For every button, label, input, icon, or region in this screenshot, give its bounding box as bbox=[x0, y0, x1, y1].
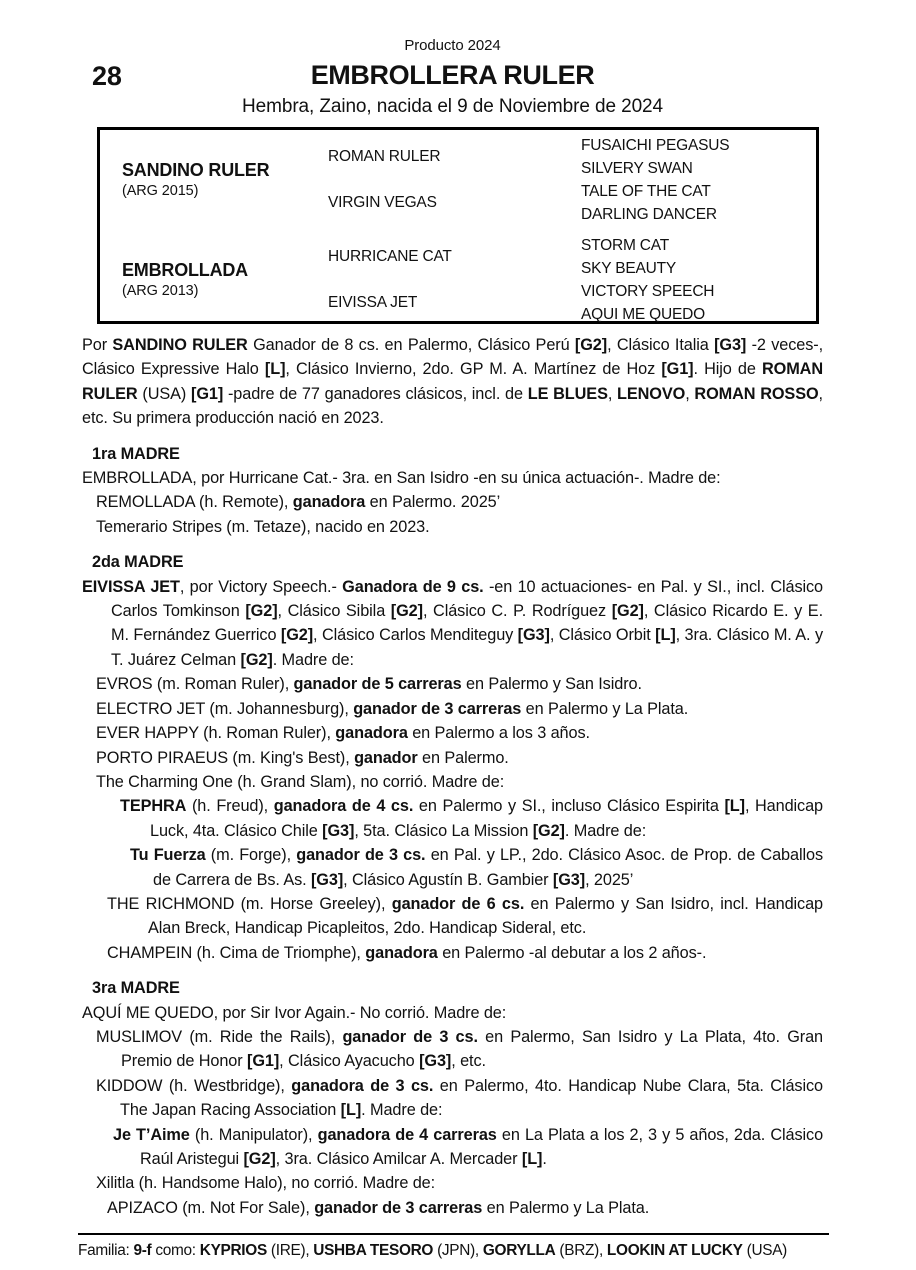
emphasis-text: [G2] bbox=[390, 602, 423, 621]
emphasis-text: [G3] bbox=[714, 336, 747, 354]
emphasis-text: ganador de 3 carreras bbox=[353, 699, 522, 718]
plain-text: The Charming One (h. Grand Slam), no corrió. Madre de: bbox=[96, 772, 505, 791]
emphasis-text: ROMAN ROSSO bbox=[694, 384, 819, 403]
pedigree-table bbox=[97, 127, 819, 324]
plain-text: (USA) bbox=[742, 1242, 788, 1260]
emphasis-text: [G2] bbox=[240, 650, 273, 669]
emphasis-text: [L] bbox=[521, 1150, 543, 1168]
plain-text: . bbox=[542, 1150, 547, 1168]
dam-cell bbox=[100, 230, 328, 330]
grandparents-column bbox=[581, 234, 816, 280]
product-year: Producto 2024 bbox=[404, 37, 501, 54]
emphasis-text: ganador de 3 cs. bbox=[296, 846, 426, 865]
parents-column bbox=[328, 230, 816, 330]
plain-text: -en 10 actuaciones- en Pal. y SI., incl. Clásico Carlos Tomkinson bbox=[111, 577, 824, 621]
emphasis-text: [G1] bbox=[247, 1052, 280, 1071]
ancestor-name: SANDINO RULER bbox=[122, 160, 270, 180]
plain-text: (m. Forge), bbox=[205, 846, 297, 865]
plain-text: Por bbox=[82, 336, 113, 354]
plain-text: (BRZ), bbox=[555, 1242, 607, 1260]
emphasis-text: [G3] bbox=[322, 821, 355, 840]
emphasis-text: ganador de 5 carreras bbox=[293, 675, 462, 694]
section-heading bbox=[92, 442, 823, 466]
emphasis-text: [G1] bbox=[661, 360, 694, 379]
plain-text: en La Plata a los 2, 3 y 5 años, 2da. Clásico Raúl Aristegui bbox=[140, 1125, 824, 1168]
emphasis-text: ganadora bbox=[365, 943, 438, 962]
emphasis-text: [G2] bbox=[611, 602, 644, 621]
plain-text: , Clásico Orbit bbox=[549, 626, 656, 645]
emphasis-text: [G2] bbox=[243, 1150, 276, 1168]
title-row bbox=[82, 58, 823, 94]
plain-text: Ganador de 8 cs. en Palermo, Clásico Perú bbox=[247, 336, 575, 354]
plain-text: . Hijo de bbox=[693, 360, 762, 379]
parent-name: EIVISSA JET bbox=[328, 294, 418, 311]
emphasis-text: [G1] bbox=[191, 384, 224, 403]
plain-text: APIZACO (m. Not For Sale), bbox=[107, 1198, 315, 1217]
ancestor-origin: (ARG 2015) bbox=[122, 183, 199, 199]
emphasis-text: [G3] bbox=[517, 626, 550, 645]
emphasis-text: [G3] bbox=[310, 870, 344, 889]
plain-text: Familia: bbox=[78, 1242, 134, 1260]
parent-row bbox=[328, 134, 816, 180]
plain-text: en Palermo a los 3 años. bbox=[407, 724, 590, 743]
emphasis-text: LENOVO bbox=[617, 384, 686, 403]
plain-text: en Palermo y San Isidro, incl. Handicap Alan Breck, Handicap Picapleitos, 2do. Handicap Sideral, etc. bbox=[148, 894, 824, 938]
grandparent-name: SILVERY SWAN bbox=[581, 160, 693, 177]
emphasis-text: ganadora de 4 cs. bbox=[273, 797, 414, 816]
plain-text: Xilitla (h. Handsome Halo), no corrió. Madre de: bbox=[96, 1174, 436, 1193]
note-paragraph bbox=[82, 941, 823, 965]
plain-text: KIDDOW (h. Westbridge), bbox=[96, 1076, 292, 1095]
emphasis-text: 9-f bbox=[133, 1242, 152, 1260]
emphasis-text: 3ra MADRE bbox=[92, 979, 180, 998]
page-title: EMBROLLERA RULER bbox=[310, 60, 595, 90]
grandparent-name: TALE OF THE CAT bbox=[581, 183, 711, 200]
pedigree-notes bbox=[82, 333, 823, 1220]
parent-row bbox=[328, 234, 816, 280]
emphasis-text: Je T’Aime bbox=[113, 1125, 190, 1144]
plain-text: , Handicap Luck, 4ta. Clásico Chile bbox=[150, 797, 824, 840]
plain-text: como: bbox=[151, 1242, 200, 1260]
note-paragraph bbox=[82, 1196, 823, 1220]
note-paragraph bbox=[82, 333, 823, 431]
plain-text: REMOLLADA (h. Remote), bbox=[96, 493, 293, 512]
plain-text: THE RICHMOND (m. Horse Greeley), bbox=[107, 894, 392, 913]
sire-row bbox=[100, 130, 816, 230]
plain-text: , Clásico Italia bbox=[607, 336, 715, 354]
emphasis-text: [L] bbox=[655, 626, 676, 645]
emphasis-text: ganador bbox=[354, 748, 418, 767]
plain-text: , 2025’ bbox=[585, 870, 634, 889]
plain-text: (h. Freud), bbox=[186, 797, 274, 816]
note-paragraph bbox=[82, 672, 823, 696]
parent-name: HURRICANE CAT bbox=[328, 248, 452, 265]
emphasis-text: TEPHRA bbox=[120, 797, 187, 816]
parent-row bbox=[328, 280, 816, 326]
plain-text: en Palermo y La Plata. bbox=[482, 1198, 650, 1217]
plain-text: -2 veces-, Clásico Expressive Halo bbox=[82, 336, 824, 379]
parents-column bbox=[328, 130, 816, 230]
section-heading bbox=[92, 550, 823, 574]
emphasis-text: GORYLLA bbox=[482, 1242, 556, 1260]
grandparent-name: STORM CAT bbox=[581, 237, 670, 254]
plain-text: , 3ra. Clásico M. A. y T. Juárez Celman bbox=[111, 626, 823, 669]
plain-text: . Madre de: bbox=[564, 821, 647, 840]
emphasis-text: [G2] bbox=[280, 626, 314, 645]
emphasis-text: [L] bbox=[264, 360, 286, 379]
note-paragraph bbox=[82, 1074, 823, 1123]
plain-text: AQUÍ ME QUEDO, por Sir Ivor Again.- No corrió. Madre de: bbox=[82, 1003, 507, 1022]
plain-text: , Clásico Invierno, 2do. GP M. A. Martínez de Hoz bbox=[285, 360, 662, 379]
plain-text: ELECTRO JET (m. Johannesburg), bbox=[96, 699, 354, 718]
grandparents-column bbox=[581, 134, 816, 180]
parent-name: ROMAN RULER bbox=[328, 148, 441, 165]
note-paragraph bbox=[82, 892, 823, 941]
emphasis-text: USHBA TESORO bbox=[313, 1242, 434, 1260]
grandparent-name: AQUI ME QUEDO bbox=[581, 306, 705, 323]
sire-cell bbox=[100, 130, 328, 230]
note-paragraph bbox=[82, 490, 823, 514]
plain-text: , etc. bbox=[451, 1052, 486, 1071]
emphasis-text: [G2] bbox=[574, 336, 608, 354]
emphasis-text: SANDINO RULER bbox=[112, 336, 248, 354]
parent-name: VIRGIN VEGAS bbox=[328, 194, 437, 211]
note-paragraph bbox=[82, 515, 823, 539]
ancestor-name: EMBROLLADA bbox=[122, 260, 248, 280]
emphasis-text: [G2] bbox=[532, 821, 565, 840]
plain-text: MUSLIMOV (m. Ride the Rails), bbox=[96, 1027, 343, 1046]
lot-number: 28 bbox=[92, 61, 122, 91]
note-paragraph bbox=[82, 843, 823, 892]
plain-text: en Palermo, 4to. Handicap Nube Clara, 5ta. Clásico The Japan Racing Association bbox=[120, 1076, 823, 1120]
dam-row bbox=[100, 230, 816, 330]
plain-text: . Madre de: bbox=[272, 650, 354, 669]
plain-text: EMBROLLADA, por Hurricane Cat.- 3ra. en San Isidro -en su única actuación-. Madre de: bbox=[82, 469, 721, 488]
emphasis-text: KYPRIOS bbox=[199, 1242, 267, 1260]
grandparents-column bbox=[581, 280, 816, 326]
emphasis-text: Tu Fuerza bbox=[130, 846, 206, 865]
grandparent-name: FUSAICHI PEGASUS bbox=[581, 137, 730, 154]
plain-text: en Palermo, San Isidro y La Plata, 4to. Gran Premio de Honor bbox=[121, 1027, 823, 1071]
emphasis-text: Ganadora de 9 cs. bbox=[342, 577, 484, 596]
emphasis-text: [G3] bbox=[419, 1052, 452, 1071]
emphasis-text: ganador de 3 carreras bbox=[314, 1198, 483, 1217]
plain-text: , 5ta. Clásico La Mission bbox=[354, 821, 533, 840]
plain-text: , Clásico Carlos Menditeguy bbox=[313, 626, 518, 645]
plain-text: , bbox=[685, 384, 695, 403]
note-paragraph bbox=[82, 1025, 823, 1074]
grandparent-name: VICTORY SPEECH bbox=[581, 283, 715, 300]
ancestor-origin: (ARG 2013) bbox=[122, 283, 199, 299]
emphasis-text: ganadora bbox=[335, 724, 408, 743]
section-heading bbox=[92, 976, 823, 1000]
plain-text: -padre de 77 ganadores clásicos, incl. de bbox=[223, 384, 528, 403]
emphasis-text: ganadora bbox=[292, 493, 366, 512]
emphasis-text: ROMAN RULER bbox=[82, 360, 823, 403]
plain-text: en Palermo -al debutar a los 2 años-. bbox=[437, 943, 707, 962]
plain-text: , Clásico Sibila bbox=[277, 602, 391, 621]
emphasis-text: [G3] bbox=[552, 870, 586, 889]
plain-text: en Pal. y LP., 2do. Clásico Asoc. de Prop. de Caballos de Carrera de Bs. As. bbox=[153, 846, 823, 889]
emphasis-text: ganador de 6 cs. bbox=[391, 894, 525, 913]
parent-row bbox=[328, 180, 816, 226]
plain-text: en Palermo. bbox=[417, 748, 509, 767]
plain-text: , por Victory Speech.- bbox=[179, 577, 343, 596]
plain-text: , Clásico Agustín B. Gambier bbox=[343, 870, 553, 889]
plain-text: en Palermo y La Plata. bbox=[521, 699, 689, 718]
emphasis-text: ganador de 3 cs. bbox=[342, 1027, 478, 1046]
note-paragraph bbox=[82, 794, 823, 843]
plain-text: en Palermo y SI., incluso Clásico Espirita bbox=[413, 797, 725, 816]
emphasis-text: LOOKIN AT LUCKY bbox=[606, 1242, 743, 1260]
note-paragraph bbox=[82, 746, 823, 770]
emphasis-text: 2da MADRE bbox=[92, 553, 184, 572]
note-paragraph bbox=[82, 575, 823, 673]
plain-text: CHAMPEIN (h. Cima de Triomphe), bbox=[107, 943, 366, 962]
emphasis-text: LE BLUES bbox=[527, 384, 608, 403]
plain-text: . Madre de: bbox=[361, 1101, 443, 1120]
plain-text: , bbox=[607, 384, 618, 403]
plain-text: Temerario Stripes (m. Tetaze), nacido en 2023. bbox=[96, 517, 430, 536]
plain-text: (JPN), bbox=[433, 1242, 483, 1260]
note-paragraph bbox=[82, 1123, 823, 1172]
grandparents-column bbox=[581, 180, 816, 226]
plain-text: en Palermo. 2025’ bbox=[365, 493, 501, 512]
plain-text: en Palermo y San Isidro. bbox=[461, 675, 642, 694]
birth-details: Hembra, Zaino, nacida el 9 de Noviembre de 2024 bbox=[242, 96, 663, 117]
plain-text: (USA) bbox=[137, 384, 191, 403]
plain-text: , Clásico C. P. Rodríguez bbox=[422, 602, 612, 621]
plain-text: (h. Manipulator), bbox=[189, 1125, 318, 1144]
note-paragraph bbox=[82, 697, 823, 721]
emphasis-text: [L] bbox=[724, 797, 745, 816]
emphasis-text: EIVISSA JET bbox=[82, 577, 180, 596]
plain-text: , 3ra. Clásico Amilcar A. Mercader bbox=[275, 1150, 522, 1168]
family-line bbox=[78, 1233, 829, 1260]
grandparent-name: DARLING DANCER bbox=[581, 206, 717, 223]
plain-text: PORTO PIRAEUS (m. King's Best), bbox=[96, 748, 355, 767]
emphasis-text: ganadora de 3 cs. bbox=[291, 1076, 434, 1095]
plain-text: EVER HAPPY (h. Roman Ruler), bbox=[96, 724, 336, 743]
plain-text: EVROS (m. Roman Ruler), bbox=[96, 675, 294, 694]
plain-text: , Clásico Ayacucho bbox=[279, 1052, 420, 1071]
grandparent-name: SKY BEAUTY bbox=[581, 260, 677, 277]
note-paragraph bbox=[82, 466, 823, 490]
emphasis-text: 1ra MADRE bbox=[92, 444, 180, 463]
note-paragraph bbox=[82, 1001, 823, 1025]
note-paragraph bbox=[82, 721, 823, 745]
plain-text: , Clásico Ricardo E. y E. M. Fernández Guerrico bbox=[111, 602, 823, 645]
note-paragraph bbox=[82, 770, 823, 794]
note-paragraph bbox=[82, 1171, 823, 1195]
plain-text: (IRE), bbox=[266, 1242, 314, 1260]
emphasis-text: [L] bbox=[340, 1101, 362, 1120]
emphasis-text: ganadora de 4 carreras bbox=[317, 1125, 497, 1144]
emphasis-text: [G2] bbox=[245, 602, 278, 621]
plain-text: , etc. Su primera producción nació en 2023. bbox=[82, 384, 823, 428]
